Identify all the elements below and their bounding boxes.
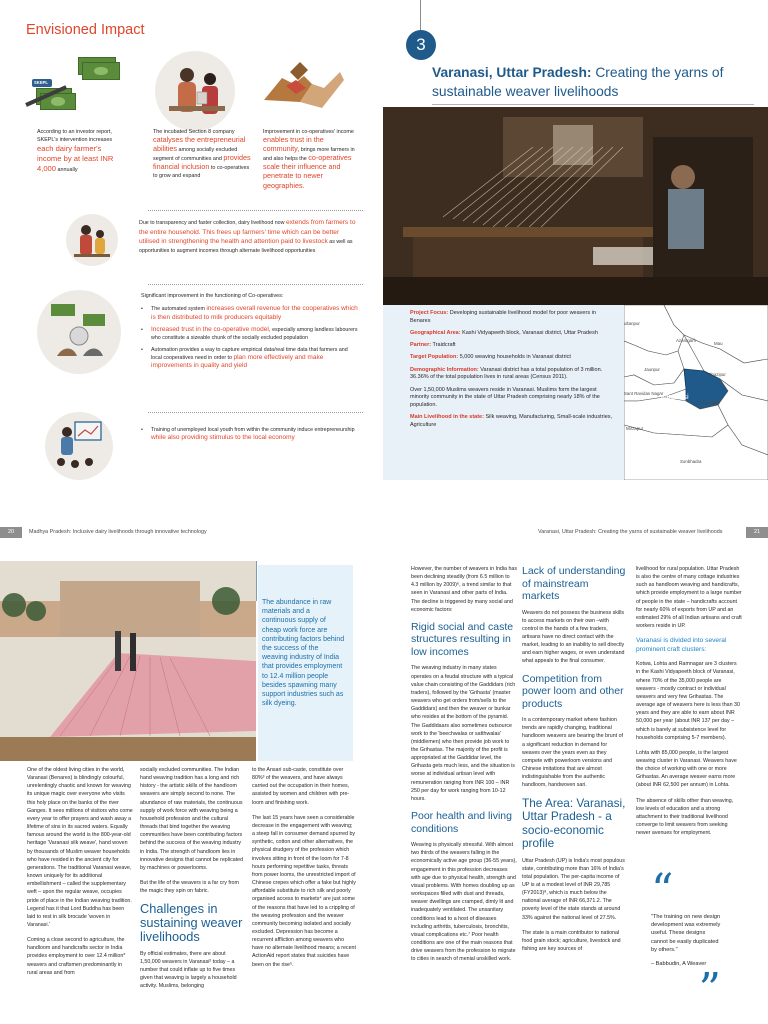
section-heading: The Area: Varanasi, Uttar Pradesh - a socio-economic profile [522, 795, 626, 850]
household-impact-text: Due to transparency and faster collection, dairy livelihood now extends from farmers to the entire household. This frees up farmers' time which can be better utilised in strengthening the health and attention paid to livestock as well as opportunities to augment incomes through alternate livelihood opportunities [139, 219, 356, 254]
divider [256, 561, 257, 601]
partner: Partner: Traidcraft [410, 342, 456, 349]
map-label: ultanpur [624, 321, 640, 326]
money-illustration [26, 55, 122, 115]
project-info-panel [383, 305, 624, 480]
cooperative-illustration [37, 290, 121, 374]
section-heading: Rigid social and caste structures resulting in low incomes [411, 620, 514, 658]
quote-attribution: – Babbudin, A Weaver [651, 961, 707, 968]
pull-quote: The abundance in raw materials and a continuous supply of cheap work force are contributing factors behind the success of the weaving industry of India that provides employment to 12.4 million people besides spawning many support industries such as silk dyeing. [258, 565, 353, 761]
section-heading: Challenges in sustaining weaver livelihoods [140, 901, 243, 944]
section-number-badge: 3 [406, 30, 436, 60]
map-label: Sonbhadra [680, 459, 702, 464]
close-quote-icon: ” [698, 964, 721, 1016]
district-map [624, 305, 768, 480]
training-impact [141, 426, 359, 446]
map-label: Mirzapur [626, 426, 644, 431]
money-caption: SKEPL [34, 80, 48, 85]
map-label: Jaunpur [644, 367, 660, 372]
main-livelihood: Main Livelihood in the state: Silk weaving, Manufacturing, Small-scale industries, Agriculture [410, 414, 613, 429]
section-heading: Lack of understanding of mainstream markets [522, 565, 626, 602]
text-column-3: to the Ansari sub-caste, constitute over 80%³ of the weavers, and have always carried out the occupation in their homes, assisted by women and children with pre-loom and finishing work. The last 15 years have seen a considerable decrease in the engagement with weaving; a steep fall in consumer demand spurred by synthetic, cotton and other alternatives, the physical drudgery of the profession which involves sitting in front of the loom for 7-8 hours performing repetitive tasks, threats from power looms, the unrestricted import of Chinese crepes which offer a fake but highly affordable substitute to rich silk and poorly organised access to markets⁴ are just some of the reasons that have led to a crippling of the weaving profession and the weaver community becoming isolated and socially excluded. Depression has become a recurrent affliction among weavers who have no alternate livelihood means; a recent ActionAid report states that suicides have been on the rise⁵. [252, 767, 356, 968]
text-column-4: However, the number of weavers in India has been declining steadily (from 6.5 million to 4.3 million by 2009)⁶, a trend similar to that seen in Varanasi and other parts of India. The decline is triggered by many social and economic factors: Rigid social and caste structures resulting in low incomes The weaving industry in many states operates on a feudal structure with a typical value chain consisting of the Gaddidars (rich traders), followed by the 'Grihasta' (master weavers who get orders from/sells to the Gaddidars) and then the weaver or bunkar who resides at the bottom of the pyramid. The Gaddidaars also sometimes outsource work to the 'beechwalas or satthwalas' (middlemen) who then provide job work to the Grihastas. The majority of the profit is appropriated at the Gaddidar level, the Grihasta gets much less, and the situation is worse at individual artisan level with remuneration ranging from INR 100 – INR 250 per day for work ranging from 10-12 hours. Poor health and living conditions Weaving is physically stressful. With almost two thirds of the weavers falling in the economically active age group (36-55 years), engagement in this profession decreases with age due to physical health, strength and visual problems. With homes doubling up as workspaces filled with dust and threads, weaver dwellings are cramped, dimly lit and inadequately ventilated. The unsanitary conditions lead to a host of diseases including arthritis, tuberculosis, bronchitis, visual complications etc.⁷ Poor health conditions are one of the main reasons that drive weavers from the profession to migrate to cities in search of menial unskilled work. [411, 566, 517, 963]
impact-column-trust: Improvement in co-operatives' income enables trust in the community, brings more farmers in and also helps the co-operatives scale their influence and penetrate to newer geographies. [263, 129, 355, 190]
page-number: 21 [746, 527, 768, 538]
divider [148, 412, 363, 413]
muslim-weavers-info: Over 1,50,000 Muslims weavers reside in Varanasi. Muslims form the largest minority community in the state of Uttar Pradesh comprising nearly 18% of the population. [410, 386, 600, 409]
quote-text: "The training on new design development was extremely useful. These designs cannot be easily duplicated by others." [651, 914, 721, 953]
map-label: Chandauli [700, 400, 720, 405]
map-label: Mau [714, 341, 723, 346]
section-title: Envisioned Impact [26, 22, 145, 38]
list-item: • Training of unemployed local youth from within the community induce entrepreneurship while also providing stimulus to the local economy [141, 426, 359, 443]
running-footer: Varanasi, Uttar Pradesh: Creating the yarns of sustainable weaver livelihoods [538, 529, 723, 535]
impact-column-entrepreneurship: The incubated Section 8 company catalyses the entrepreneurial abilities among socially excluded segment of communities and provides financial inclusion to co-operatives to grow and expand [153, 129, 251, 180]
running-footer: Madhya Pradesh: Inclusive dairy livelihoods through innovative technology [29, 529, 207, 535]
text-column-5: Lack of understanding of mainstream markets Weavers do not possess the business skills to access markets on their own –with control in the hands of a few traders, artisans have no direct contact with the market, leading to an inability to sell directly and earn higher wages, or even understand what appeals to the final consumer. Competition from power loom and other products In a contemporary market where fashion trends are rapidly changing, traditional handloom weavers are bearing the brunt of a significant reduction in demand for weaves over the years even as they compete with powerloom versions and Chinese imitations that are almost indistinguishable from the authentic handloom, handwoven sari. The Area: Varanasi, Uttar Pradesh - a socio-economic profile Uttar Pradesh (UP) is India's most populous state, contributing more than 16% of India's total population. The per-capita income of UP is at a modest level of INR 29,785 (FY2013)⁸, which is much below the national average of INR 66,371.2. The poverty level of the state stands at around 33% against the national level of 27.5%. The state is a main contributor to national food grain stock; agriculture, livestock and fishing are key sources of [522, 565, 626, 953]
page-number: 20 [0, 527, 22, 538]
divider [420, 0, 421, 33]
training-illustration [45, 412, 113, 480]
text-column-2: socially excluded communities. The Indian hand weaving tradition has a long and rich history - the artistic skills of the handloom weavers are simply second to none. The abundance of raw materials, the continuous supply of work force with weaving being a household profession and the cultural threads that bind together the weaving communities have been contributing factors behind the success of the weaving industry in India. The strength of handloom lies in innovative designs that cannot be replicated by machines or powerlooms. But the life of the weavers is a far cry from the magic they spin on fabric. Challenges in sustaining weaver livelihoods By official estimates, there are about 1,50,000 weavers in Varanasi² today – a number that could inflate up to five times given that weaving is largely a household activity. Muslims, belonging [140, 766, 246, 998]
yarn-photo [0, 561, 256, 761]
map-label: Ghazipur [708, 372, 726, 377]
open-quote-icon: “ [651, 865, 674, 916]
list-item: • The automated system increases overall revenue for the cooperatives which is then distributed to milk producers equitably [141, 305, 359, 322]
cooperative-heading: Significant improvement in the functioning of Co-operatives: [141, 293, 284, 299]
cluster-subheading: Varanasi is divided into several prominent craft clusters: [636, 637, 727, 653]
map-label: Sant Ravidas Nagar [624, 391, 664, 396]
farmer-family-illustration [66, 214, 118, 266]
text-column-1: One of the oldest living cities in the world, Varanasi (Benares) is blindingly colourful, unrelentingly chaotic and known for weaving its unique magic over everyone who visits this holy place on the banks of the river Ganges. It sees millions of visitors who come every year to offer prayers and wash away a lifetime of sins in its sacred waters. Equally famous around the world is the 800-year-old heritage 'Varanasi silk weave', hand woven by thousands of Muslim weaver households who have resided in the ancient city for generations. The traditional Varanasi weave, known uniquely for its additional embellishment – called the supplementary weft – upon the regular weave, occupies pride of place in the Indian weaving tradition. Legend has it that Lord Buddha has been laid to rest in silk brocade 'woven in Varanasi.' Coming a close second to agriculture, the handloom and handicrafts sector in India provides employment to over 12.4 million* weavers and craftsmen predominantly in rural areas and from [27, 767, 133, 976]
section-heading: Poor health and living conditions [411, 810, 512, 835]
cooperative-improvements [141, 292, 359, 374]
map-label: Varanasi [660, 392, 689, 401]
weaver-quote [651, 865, 721, 1018]
divider [148, 210, 363, 211]
list-item: • Automation provides a way to capture empirical data/real time data that farmers and local cooperatives need in order to plan more effectively and make improvements in quality and yield [141, 346, 359, 371]
project-focus: Project Focus: Developing sustainable livelihood model for poor weavers in Benares [410, 310, 596, 324]
list-item: • Increased trust in the co-operative model, especially among landless labourers who constitute a sizeable chunk of the socially excluded population [141, 326, 359, 343]
loom-photo [383, 107, 768, 305]
text-column-6: livelihood for rural population. Uttar Pradesh is also the centre of many cottage industries such as handloom weaving and handicrafts, which provide employment to a large number of people in the state – handicrafts account for nearly 60% of exports from UP and an estimated 29% of all Indian artisans and craft workers reside in UP. Varanasi is divided into several prominent craft clusters: Kotwa, Lohta and Ramnagar are 3 clusters in the Kashi Vidyapeeth block of Varanasi, where 70% of the 35,000 people are weavers - mostly contract or individual weavers and very few Grihastas. The average age of weavers here is less than 30 years and they are able to earn about INR 50,000 per year (about INR 137 per day – which is barely at subsistence level for households comprising 5-7 members). Lohta with 85,000 people, is the largest weaving cluster in Varanasi. Weavers have the choice of working with one or more Grihastas. An average weaver earns more (about INR 62,500 per annum) in Lohta. The absence of skills other than weaving, low levels of education and a strong attachment to their traditional livelihood converge to limit weavers from seeking newer avenues for employment. [636, 566, 742, 837]
map-label: Azamgarh [676, 338, 697, 343]
divider [432, 104, 754, 105]
page-title: Varanasi, Uttar Pradesh: Creating the yarns of sustainable weaver livelihoods [432, 65, 724, 99]
section-heading: Competition from power loom and other products [522, 672, 624, 710]
entrepreneur-illustration [155, 51, 235, 131]
handshake-icon [260, 58, 345, 118]
demographic-information: Demographic Information: Varanasi district has a total population of 3 million. 36.36% of the total population lives in rural areas (Census 2011). [410, 366, 603, 381]
target-population: Target Population: 5,000 weaving households in Varanasi district [410, 354, 571, 361]
impact-column-income: According to an investor report, SKEPL's intervention increases each dairy farmer's income by at least INR 4,000 annually [37, 129, 114, 174]
divider [148, 284, 363, 285]
geographical-area: Geographical Area: Kashi Vidyapeeth block, Varanasi district, Uttar Pradesh [410, 329, 598, 336]
